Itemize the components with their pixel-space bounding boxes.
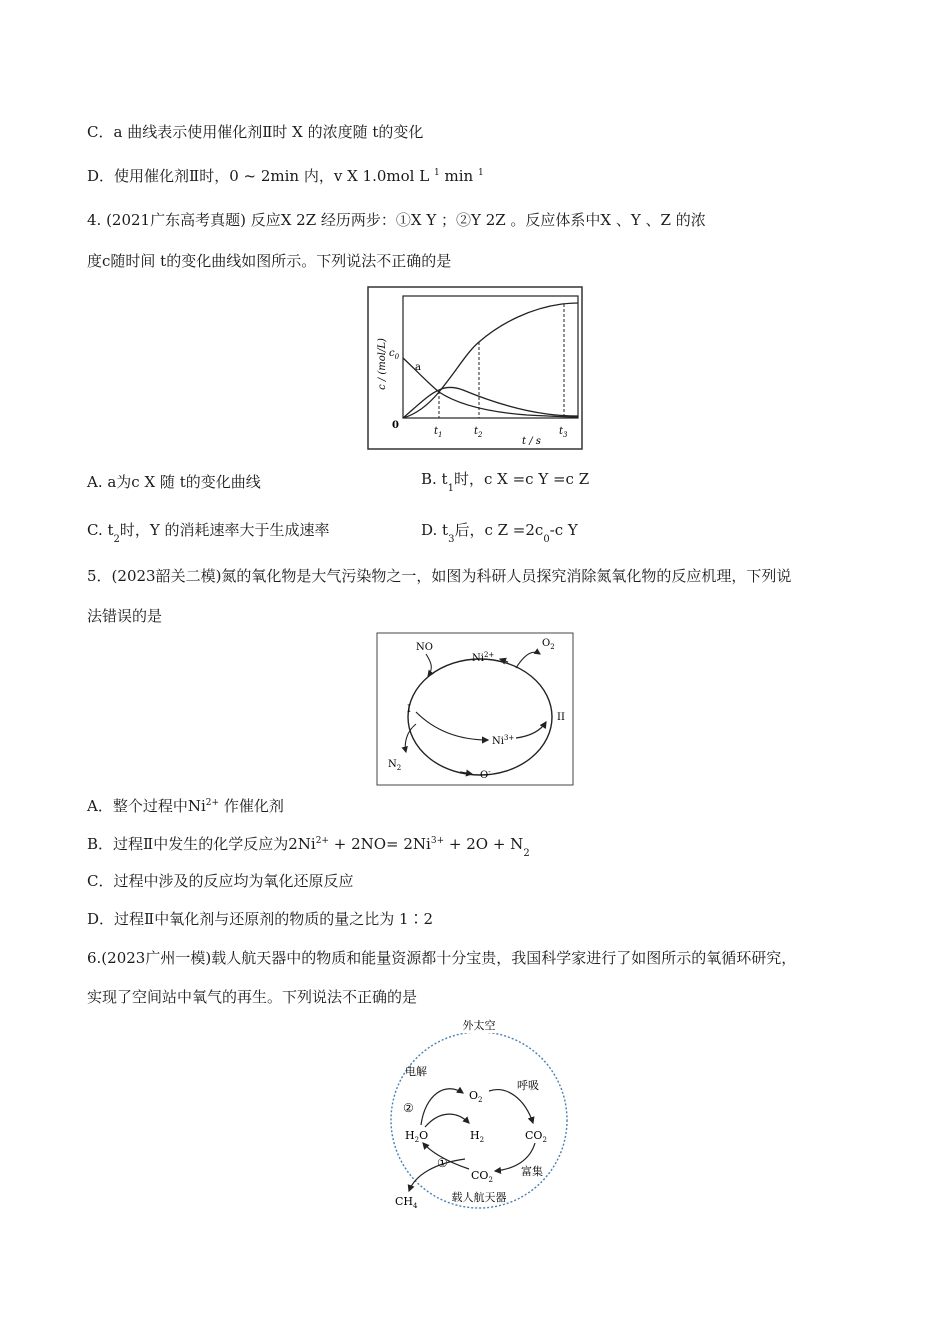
breath-label: 呼吸 bbox=[517, 1079, 539, 1092]
ch4-label: $CH_4$ bbox=[395, 1195, 418, 1210]
q6-stem-line2: 实现了空间站中氧气的再生。下列说法不正确的是 bbox=[87, 988, 418, 1006]
q4-stem-line1 bbox=[87, 209, 706, 231]
t3-label: $t_3$ bbox=[559, 426, 568, 439]
co2-bottom-label: $CO_2$ bbox=[471, 1169, 493, 1184]
t1-label: $t_1$ bbox=[434, 426, 443, 439]
q5-stem-line2: 法错误的是 bbox=[87, 607, 163, 625]
q5-option-c: C．过程中涉及的反应均为氧化还原反应 bbox=[87, 872, 354, 890]
q3-option-c-text: C．a 曲线表示使用催化剂Ⅱ时 X 的浓度随 t的变化 bbox=[87, 123, 424, 141]
c0-label: $c_0$ bbox=[389, 348, 400, 361]
step-2-label: ② bbox=[403, 1101, 414, 1115]
step-1-label: ① bbox=[437, 1156, 448, 1170]
q4-option-a: A. a为c X 随 t的变化曲线 bbox=[87, 473, 261, 491]
no-label: NO bbox=[416, 642, 433, 653]
q5-option-a: A．整个过程中$Ni^{2+}$ 作催化剂 bbox=[87, 797, 284, 815]
n2-label: $N_2$ bbox=[388, 759, 402, 772]
electrolysis-label: 电解 bbox=[405, 1065, 427, 1078]
x-axis-label: t / s bbox=[522, 436, 541, 447]
q4-option-d: D. $t_3$后，c $Z =2c_0-c$ Y bbox=[421, 521, 578, 545]
q4-stem-text2: 度c随时间 t的变化曲线如图所示。下列说法不正确的是 bbox=[87, 252, 452, 270]
q3-option-d-tail: min bbox=[444, 167, 474, 185]
t2-label: $t_2$ bbox=[474, 426, 483, 439]
o-minus-label: O- bbox=[480, 768, 491, 781]
q5-option-d: D．过程Ⅱ中氧化剂与还原剂的物质的量之比为 1∶2 bbox=[87, 910, 434, 928]
step-ii-label: II bbox=[557, 712, 565, 723]
q4-concentration-chart bbox=[367, 286, 583, 450]
q6-oxygen-cycle-diagram bbox=[385, 1015, 575, 1215]
q6-stem-line1: 6.(2023广州一模)载人航天器中的物质和能量资源都十分宝贵，我国科学家进行了如图所示的氧循环研究， bbox=[87, 949, 797, 967]
q3-option-d: D．使用催化剂Ⅱ时，0 ~ 2min 内，v X 1.0mol L $^1$ min $^1$ bbox=[87, 167, 484, 185]
ni3-label: $Ni^{3+}$ bbox=[492, 734, 515, 747]
origin-label: 0 bbox=[392, 420, 399, 431]
q3-option-d-text: D．使用催化剂Ⅱ时，0 ~ 2min 内，v X 1.0mol L bbox=[87, 167, 430, 185]
q4-stem-text1: 4. (2021广东高考真题) 反应X 2Z 经历两步：①X Y ；②Y 2Z 。反应体系中X 、Y 、Z 的浓 bbox=[87, 211, 706, 229]
q4-option-c: C. $t_2$时，Y 的消耗速率大于生成速率 bbox=[87, 521, 330, 545]
o2-label: $O_2$ bbox=[542, 638, 555, 651]
curve-a-label: a bbox=[415, 362, 421, 373]
q5-stem-line1: 5．(2023韶关二模)氮的氧化物是大气污染物之一，如图为科研人员探究消除氮氧化物的反应机理，下列说 bbox=[87, 567, 792, 585]
o2-label: $O_2$ bbox=[469, 1089, 483, 1104]
enrich-label: 富集 bbox=[521, 1165, 543, 1178]
q5-nitrogen-oxide-cycle-diagram bbox=[376, 632, 574, 786]
h2o-label: $H_2O$ bbox=[405, 1129, 429, 1144]
step-i-label: I bbox=[407, 704, 411, 715]
spacecraft-label: 载人航天器 bbox=[451, 1191, 507, 1204]
ni2-label: $Ni^{2+}$ bbox=[472, 651, 495, 664]
q4-stem-line2 bbox=[87, 250, 451, 272]
y-axis-label: c / (mol/L) bbox=[377, 338, 388, 390]
co2-right-label: $CO_2$ bbox=[525, 1129, 547, 1144]
q5-option-b: B．过程Ⅱ中发生的化学反应为$2Ni^{2+} + 2NO= 2Ni^{3+} + 2O + N_2$ bbox=[87, 835, 530, 859]
q3-option-c bbox=[87, 121, 423, 143]
h2-label: $H_2$ bbox=[470, 1129, 485, 1144]
outer-space-label: 外太空 bbox=[462, 1019, 496, 1032]
q4-option-b: B. $t_1$时，c X =c Y =c Z bbox=[421, 470, 590, 494]
